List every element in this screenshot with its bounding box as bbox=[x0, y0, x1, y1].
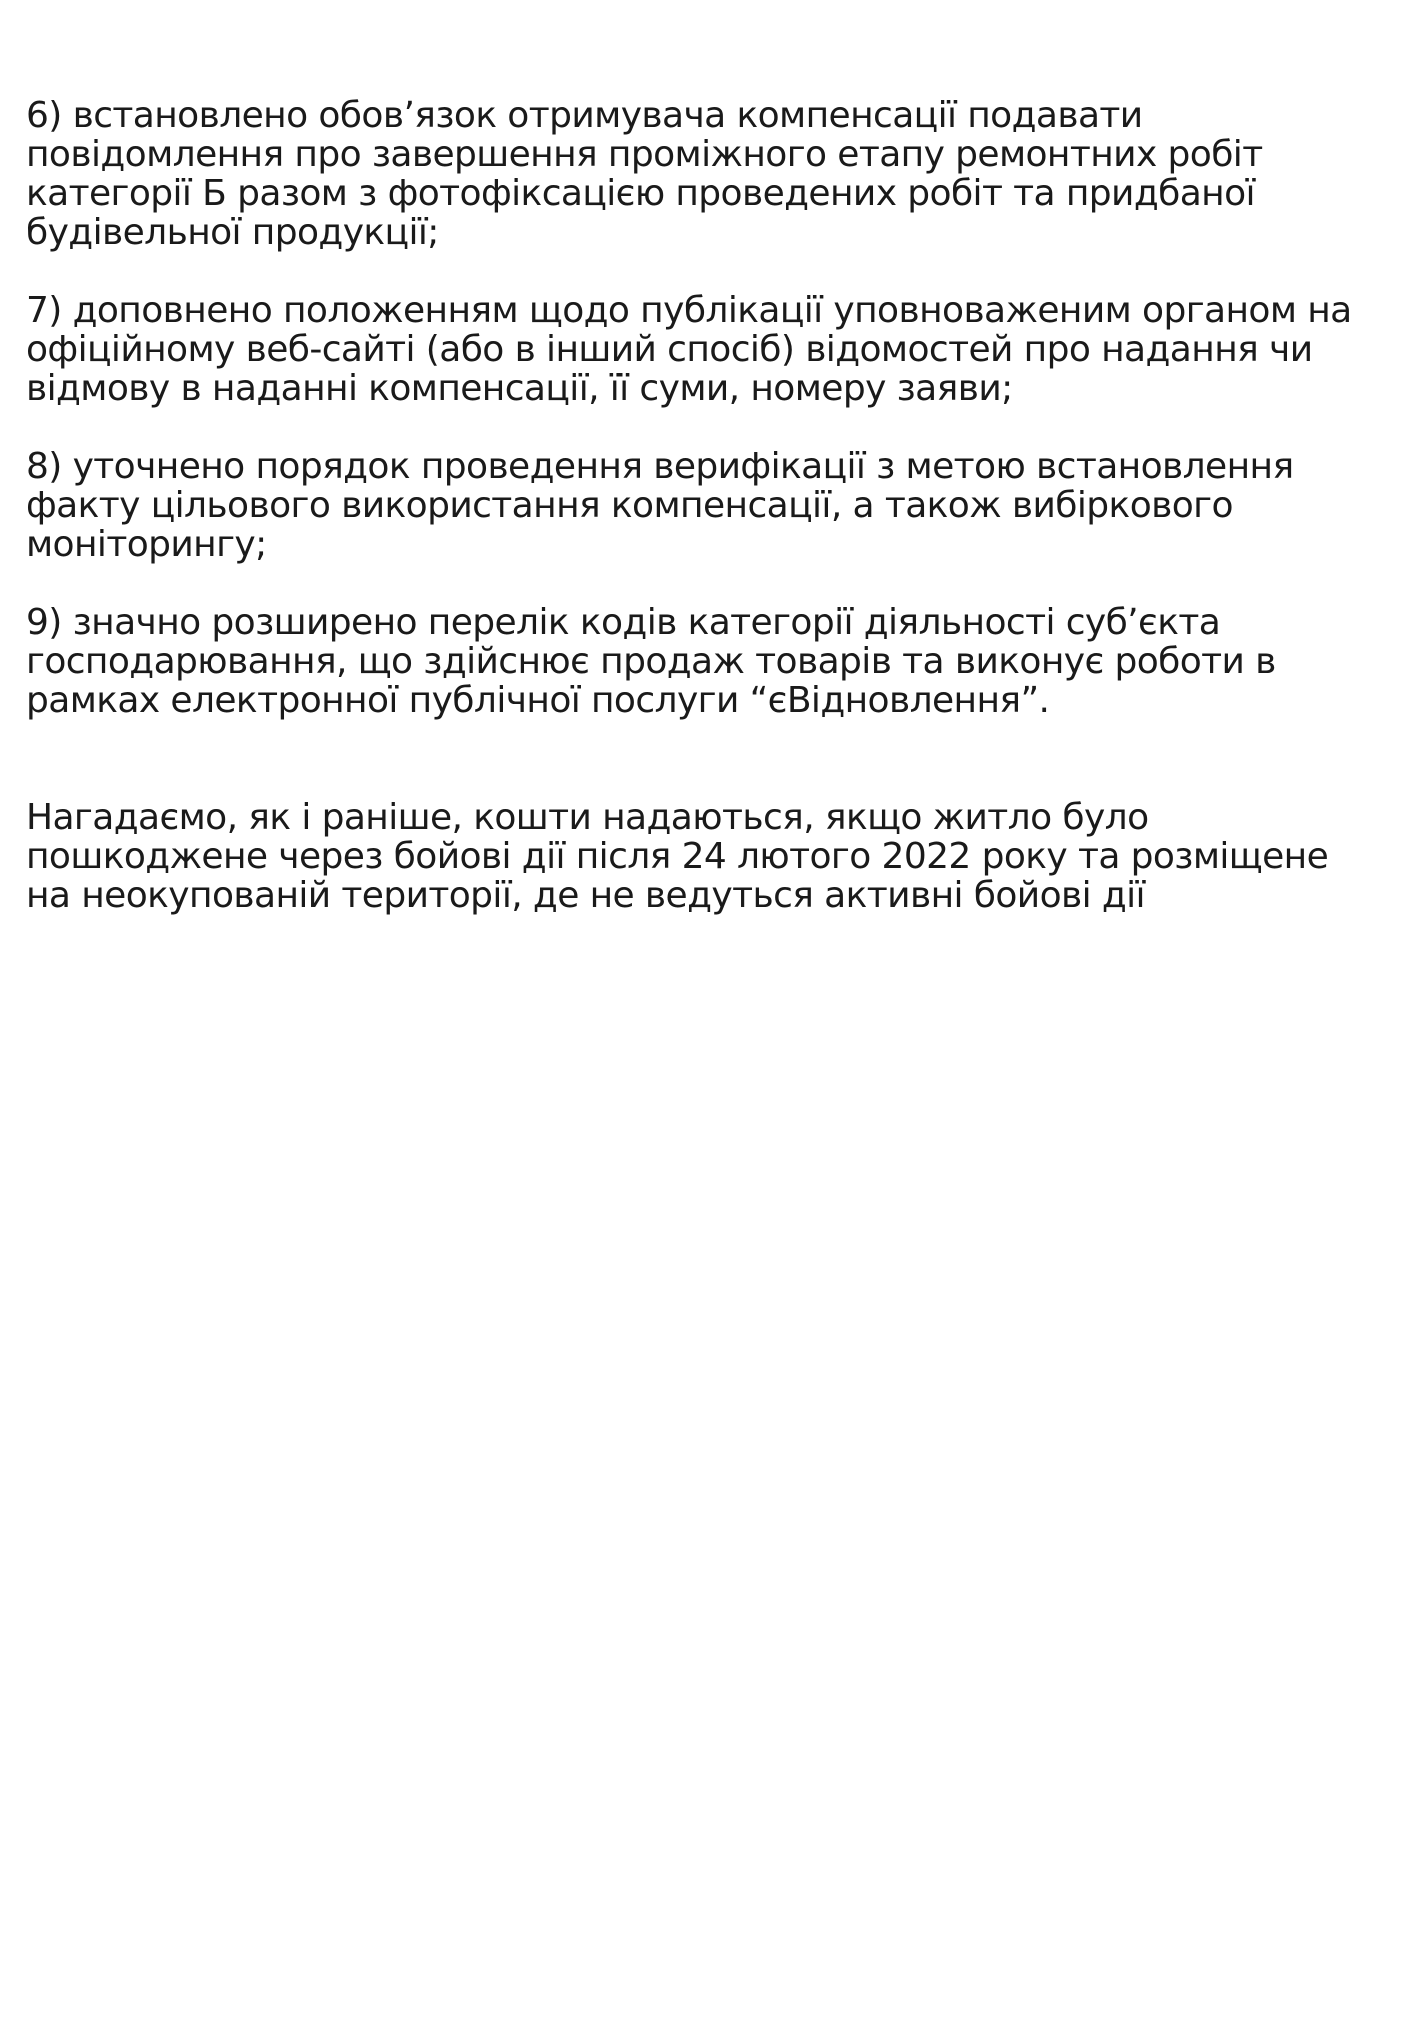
paragraph-item-8: 8) уточнено порядок проведення верифікації з метою встановлення факту цільового використання компенсації, а також вибіркового моніторингу; bbox=[26, 446, 1294, 565]
paragraph-item-9: 9) значно розширено перелік кодів категорії діяльності суб’єкта господарювання, що здійснює продаж товарів та виконує роботи в рамках електронної публічної послуги “єВідновлення”. bbox=[26, 602, 1276, 721]
document-body bbox=[26, 96, 1406, 915]
paragraph-item-6: 6) встановлено обов’язок отримувача компенсації подавати повідомлення про завершення проміжного етапу ремонтних робіт категорії Б разом з фотофіксацією проведених робіт та придбаної будівельної продукції; bbox=[26, 95, 1263, 253]
paragraph-item-7: 7) доповнено положенням щодо публікації уповноваженим органом на офіційному веб-сайті (або в інший спосіб) відомостей про надання чи відмову в наданні компенсації, її суми, номеру заяви; bbox=[26, 290, 1352, 409]
reminder-paragraph: Нагадаємо, як і раніше, кошти надаються, якщо житло було пошкоджене через бойові дії після 24 лютого 2022 року та розміщене на неокупованій території, де не ведуться активні бойові дії bbox=[26, 797, 1329, 916]
